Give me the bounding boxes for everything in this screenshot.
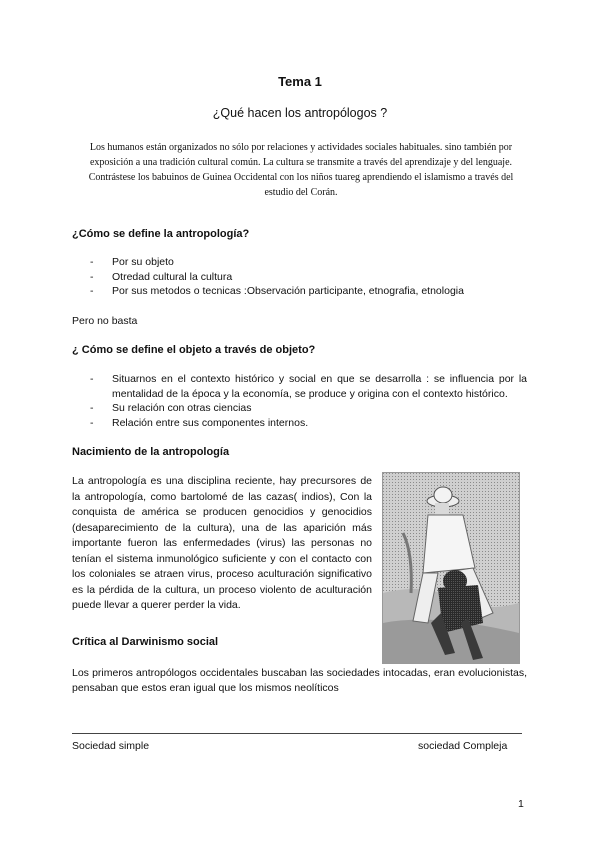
section3-paragraph: La antropología es una disciplina reciente, hay precursores de la antropología, como bartolomé de las cazas( indios), Con la conquista de américa se producen genocidios y genocidios (desaparecimiento de la cultura), una de las aparición más importante fueron las enfermedades (virus) las personas no tenían el sistema inmunológico suficiente y con el contacto con los coloniales se atraen virus, proceso aculturación significativo es la pérdida de la cultura, un proceso violento de aculturación puede llevar a querer perder la vida. [72, 475, 372, 611]
list-item: - Situarnos en el contexto histórico y social en que se desarrolla : se influencia por la mentalidad de la época y la economía, se produce y origina con el contexto histórico. [90, 373, 527, 400]
section4-paragraph: Los primeros antropólogos occidentales buscaban las sociedades intocadas, eran evolucionistas, pensaban que estos eran igual que los mismos neolíticos [72, 667, 527, 694]
section1-heading: ¿Cómo se define la antropología? [72, 228, 250, 240]
list-item: - Relación entre sus componentes internos. [90, 416, 309, 429]
list-item: - Por sus metodos o tecnicas :Observación participante, etnografia, etnologia [90, 285, 464, 297]
note-text: Pero no basta [72, 315, 138, 327]
intro-paragraph: Los humanos están organizados no sólo por relaciones y actividades sociales habituales. sino también por exposición a una tradición cultural común. La cultura se transmite a través del aprendizaje y del lenguaje. Contrástese los babuinos de Guinea Occidental con los niños tuareg aprendiendo el islamismo a través del estudio del Corán. [88, 142, 514, 198]
bottom-label-left: Sociedad simple [72, 740, 150, 752]
section2-heading: ¿ Cómo se define el objeto a través de objeto? [72, 344, 316, 356]
section3-heading: Nacimiento de la antropología [72, 446, 230, 458]
horizontal-divider [72, 733, 522, 734]
section4-heading: Crítica al Darwinismo social [72, 636, 219, 648]
section1-list [72, 255, 532, 299]
list-item: - Su relación con otras ciencias [90, 402, 252, 414]
list-item: - Otredad cultural la cultura [90, 270, 233, 283]
section2-list [72, 372, 527, 430]
page-number: 1 [518, 798, 524, 810]
list-item: - Por su objeto [90, 256, 174, 268]
bottom-label-right: sociedad Compleja [418, 740, 508, 752]
historical-illustration-image [382, 472, 520, 664]
document-subtitle: ¿Qué hacen los antropólogos ? [212, 106, 388, 120]
document-title: Tema 1 [278, 74, 322, 89]
